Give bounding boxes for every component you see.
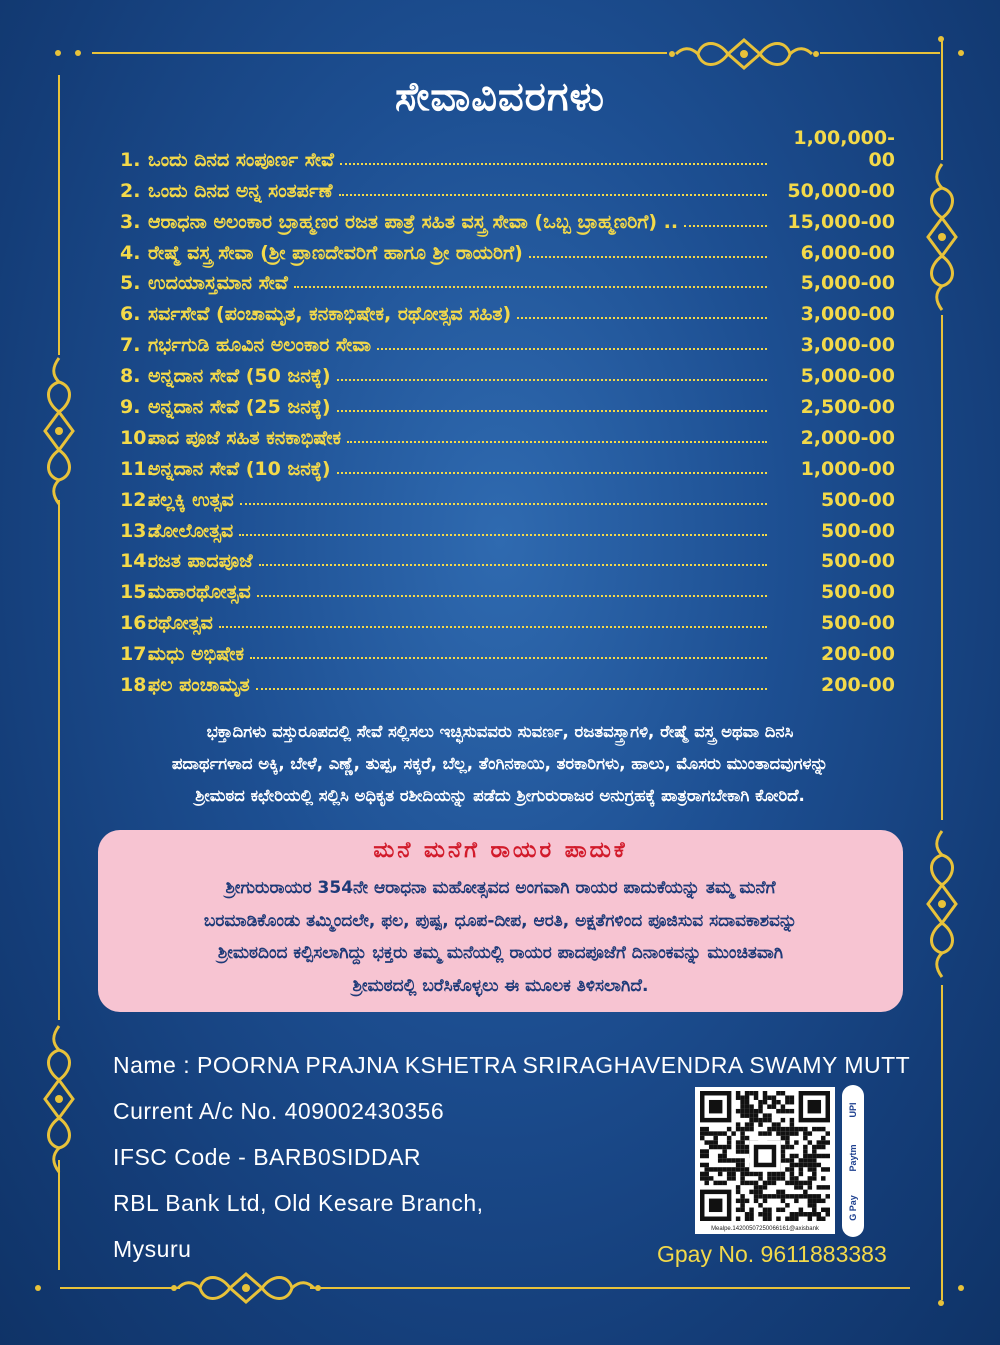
seva-row	[120, 202, 895, 233]
seva-row	[120, 572, 895, 603]
ornament-bottom-icon	[170, 1270, 322, 1306]
seva-number: 10.	[120, 426, 154, 449]
seva-number: 8.	[120, 365, 141, 388]
corner-dot	[938, 1300, 944, 1306]
ornament-right-top-icon	[922, 158, 962, 316]
seva-name: ಅನ್ನದಾನ ಸೇವೆ (10 ಜನಕ್ಕೆ)	[148, 457, 331, 480]
dotted-leader	[256, 688, 767, 690]
seva-name: ಗರ್ಭಗುಡಿ ಹೂವಿನ ಅಲಂಕಾರ ಸೇವಾ	[148, 334, 372, 357]
bank-city: Mysuru	[113, 1236, 192, 1262]
dotted-leader	[337, 410, 767, 412]
dotted-leader	[347, 441, 767, 443]
seva-row	[120, 387, 895, 418]
frame-top-line-right	[820, 52, 940, 54]
seva-number: 13.	[120, 519, 154, 542]
paduke-line: ಬರಮಾಡಿಕೊಂಡು ತಮ್ಮಿಂದಲೇ, ಫಲ, ಪುಷ್ಪ, ಧೂಪ-ದೀಪ, ಆರತಿ, ಅಕ್ಷತೆಗಳಿಂದ ಪೂಜಿಸುವ ಸದಾವಕಾಶವನ್ನು	[203, 910, 798, 931]
dotted-leader	[240, 503, 767, 505]
dotted-leader	[529, 256, 767, 258]
paduke-line: ಶ್ರೀಮಠದಲ್ಲಿ ಬರೆಸಿಕೊಳ್ಳಲು ಈ ಮೂಲಕ ತಿಳಿಸಲಾಗಿದೆ.	[352, 975, 649, 996]
seva-name: ಉದಯಾಸ್ತಮಾನ ಸೇವೆ	[148, 272, 288, 295]
seva-number: 5.	[120, 272, 141, 295]
seva-amount: 500-00	[821, 612, 895, 635]
upi-label: UPI	[848, 1102, 858, 1118]
frame-bottom-line-right	[310, 1287, 910, 1289]
seva-name: ಒಂದು ದಿನದ ಸಂಪೂರ್ಣ ಸೇವೆ	[148, 148, 335, 171]
seva-name: ರೇಷ್ಮೆ ವಸ್ತ್ರ ಸೇವಾ (ಶ್ರೀ ಪ್ರಾಣದೇವರಿಗೆ ಹಾಗೂ ಶ್ರೀ ರಾಯರಿಗೆ)	[148, 241, 523, 264]
paduke-announcement-box	[98, 830, 903, 1012]
qr-code-icon	[700, 1091, 830, 1221]
seva-row	[120, 542, 895, 573]
seva-amount: 5,000-00	[800, 365, 895, 388]
dotted-leader	[219, 626, 767, 628]
seva-list	[120, 126, 895, 697]
paduke-title: ಮನೆ ಮನೆಗೆ ರಾಯರ ಪಾದುಕೆ	[373, 838, 628, 863]
ornament-right-middle-icon	[922, 825, 962, 983]
dotted-leader	[340, 163, 767, 165]
seva-number: 4.	[120, 241, 141, 264]
seva-name: ರಥೋತ್ಸವ	[148, 612, 213, 635]
seva-row	[120, 449, 895, 480]
seva-amount: 2,000-00	[800, 426, 895, 449]
note-paragraph	[95, 716, 905, 812]
seva-number: 17.	[120, 643, 154, 666]
seva-number: 11.	[120, 457, 154, 480]
dotted-leader	[337, 472, 767, 474]
dotted-leader	[337, 379, 767, 381]
account-number: Current A/c No. 409002430356	[113, 1098, 445, 1124]
dotted-leader	[684, 225, 767, 227]
corner-dot	[958, 1285, 964, 1291]
corner-dot	[958, 50, 964, 56]
seva-amount: 200-00	[821, 674, 895, 697]
corner-dot	[55, 50, 61, 56]
seva-name: ಸರ್ವಸೇವೆ (ಪಂಚಾಮೃತ, ಕನಕಾಭಿಷೇಕ, ರಥೋತ್ಸವ ಸಹಿತ)	[148, 303, 512, 326]
seva-number: 2.	[120, 179, 141, 202]
seva-name: ಆರಾಧನಾ ಅಲಂಕಾರ ಬ್ರಾಹ್ಮಣರ ರಜತ ಪಾತ್ರೆ ಸಹಿತ ವಸ್ತ್ರ ಸೇವಾ (ಒಬ್ಬ ಬ್ರಾಹ್ಮಣರಿಗೆ) ..	[148, 210, 679, 233]
seva-row	[120, 603, 895, 634]
frame-right-line-bottom	[941, 985, 943, 1300]
seva-row	[120, 356, 895, 387]
seva-row	[120, 511, 895, 542]
frame-bottom-line-left	[60, 1287, 180, 1289]
seva-amount: 1,000-00	[800, 457, 895, 480]
dotted-leader	[377, 348, 767, 350]
bank-branch: RBL Bank Ltd, Old Kesare Branch,	[113, 1190, 484, 1216]
seva-amount: 500-00	[821, 488, 895, 511]
dotted-leader	[259, 564, 767, 566]
seva-number: 1.	[120, 148, 141, 171]
seva-row	[120, 418, 895, 449]
seva-row	[120, 171, 895, 202]
dotted-leader	[257, 595, 767, 597]
gpay-label: G Pay	[848, 1195, 858, 1221]
seva-amount: 15,000-00	[787, 210, 895, 233]
note-line: ಶ್ರೀಮಠದ ಕಛೇರಿಯಲ್ಲಿ ಸಲ್ಲಿಸಿ ಅಧಿಕೃತ ರಶೀದಿಯನ್ನು ಪಡೆದು ಶ್ರೀಗುರುರಾಜರ ಅನುಗ್ರಹಕ್ಕೆ ಪಾತ್ರರಾಗಬೇಕಾಗಿ ಕೋರಿದೆ.	[195, 786, 805, 805]
paduke-line: ಶ್ರೀಮಠದಿಂದ ಕಲ್ಪಿಸಲಾಗಿದ್ದು ಭಕ್ತರು ತಮ್ಮ ಮನೆಯಲ್ಲಿ ರಾಯರ ಪಾದಪೂಜೆಗೆ ದಿನಾಂಕವನ್ನು ಮುಂಚಿತವಾಗಿ	[217, 943, 784, 963]
seva-amount: 500-00	[821, 550, 895, 573]
seva-amount: 500-00	[821, 581, 895, 604]
dotted-leader	[250, 657, 767, 659]
seva-amount: 50,000-00	[787, 179, 895, 202]
seva-number: 7.	[120, 334, 141, 357]
seva-number: 6.	[120, 303, 141, 326]
note-line: ಭಕ್ತಾದಿಗಳು ವಸ್ತುರೂಪದಲ್ಲಿ ಸೇವೆ ಸಲ್ಲಿಸಲು ಇಚ್ಛಿಸುವವರು ಸುವರ್ಣ, ರಜತವಸ್ತ್ರಾಗಳಿ, ರೇಷ್ಮೆ ವಸ್ತ್ರ ಅಥವಾ ದಿನಸಿ	[206, 722, 794, 741]
seva-name: ಫಲ ಪಂಚಾಮೃತ	[148, 674, 250, 697]
seva-amount: 5,000-00	[800, 272, 895, 295]
seva-name: ಡೋಲೋತ್ಸವ	[148, 519, 234, 542]
seva-name: ಅನ್ನದಾನ ಸೇವೆ (50 ಜನಕ್ಕೆ)	[148, 365, 331, 388]
page-title: ಸೇವಾವಿವರಗಳು	[395, 74, 605, 120]
ornament-left-bottom-icon	[39, 1020, 79, 1178]
seva-name: ಅನ್ನದಾನ ಸೇವೆ (25 ಜನಕ್ಕೆ)	[148, 396, 331, 419]
frame-right-line-mid	[941, 315, 943, 820]
paduke-line: ಶ್ರೀಗುರುರಾಯರ 354ನೇ ಆರಾಧನಾ ಮಹೋತ್ಸವದ ಅಂಗವಾಗಿ ರಾಯರ ಪಾದುಕೆಯನ್ನು ತಮ್ಮ ಮನೆಗೆ	[225, 878, 776, 898]
note-line: ಪದಾರ್ಥಗಳಾದ ಅಕ್ಕಿ, ಬೇಳೆ, ಎಣ್ಣೆ, ತುಪ್ಪ, ಸಕ್ಕರೆ, ಬೆಲ್ಲ, ತೆಂಗಿನಕಾಯಿ, ತರಕಾರಿಗಳು, ಹಾಲು, ಮೊಸರು ಮುಂತಾದವುಗಳನ್ನು	[171, 754, 829, 773]
seva-row	[120, 233, 895, 264]
dotted-leader	[339, 194, 767, 196]
payment-qr-code	[695, 1087, 835, 1234]
seva-name: ಪಲ್ಲಕ್ಕಿ ಉತ್ಸವ	[148, 488, 234, 511]
seva-number: 3.	[120, 210, 141, 233]
dotted-leader	[239, 534, 767, 536]
seva-amount: 3,000-00	[800, 334, 895, 357]
seva-name: ರಜತ ಪಾದಪೂಜೆ	[148, 550, 253, 573]
account-name: Name : POORNA PRAJNA KSHETRA SRIRAGHAVENDRA SWAMY MUTT	[113, 1052, 911, 1078]
dotted-leader	[517, 317, 767, 319]
seva-amount: 6,000-00	[800, 241, 895, 264]
corner-dot	[35, 1285, 41, 1291]
seva-amount: 200-00	[821, 643, 895, 666]
seva-row	[120, 634, 895, 665]
seva-number: 16.	[120, 612, 154, 635]
seva-row	[120, 294, 895, 325]
seva-number: 9.	[120, 396, 141, 419]
paduke-body	[104, 872, 897, 1002]
seva-row	[120, 665, 895, 696]
dotted-leader	[294, 286, 767, 288]
seva-amount: 3,000-00	[800, 303, 895, 326]
seva-amount: 1,00,000-00	[793, 126, 895, 171]
payment-apps-strip	[842, 1085, 864, 1237]
seva-number: 15.	[120, 581, 154, 604]
seva-row	[120, 325, 895, 356]
seva-row	[120, 264, 895, 295]
ornament-top-icon	[668, 36, 820, 72]
corner-dot	[938, 36, 944, 42]
gpay-number: Gpay No. 9611883383	[657, 1241, 887, 1267]
paytm-label: Paytm	[848, 1144, 858, 1172]
seva-number: 14.	[120, 550, 154, 573]
ornament-left-top-icon	[39, 352, 79, 510]
corner-dot	[75, 50, 81, 56]
seva-name: ಮಧು ಅಭಿಷೇಕ	[148, 643, 244, 666]
seva-row	[120, 126, 895, 171]
seva-name: ಒಂದು ದಿನದ ಅನ್ನ ಸಂತರ್ಪಣೆ	[148, 179, 333, 202]
ifsc-code: IFSC Code - BARB0SIDDAR	[113, 1144, 422, 1170]
seva-amount: 500-00	[821, 519, 895, 542]
seva-name: ಪಾದ ಪೂಜೆ ಸಹಿತ ಕನಕಾಭಿಷೇಕ	[148, 426, 342, 449]
seva-amount: 2,500-00	[800, 396, 895, 419]
seva-row	[120, 480, 895, 511]
frame-left-line-mid	[58, 500, 60, 1020]
upi-id: Mealpe.14200507250066161@axisbank	[711, 1226, 819, 1232]
seva-number: 18.	[120, 674, 154, 697]
seva-name: ಮಹಾರಥೋತ್ಸವ	[148, 581, 251, 604]
seva-number: 12.	[120, 488, 154, 511]
frame-top-line-left	[92, 52, 667, 54]
